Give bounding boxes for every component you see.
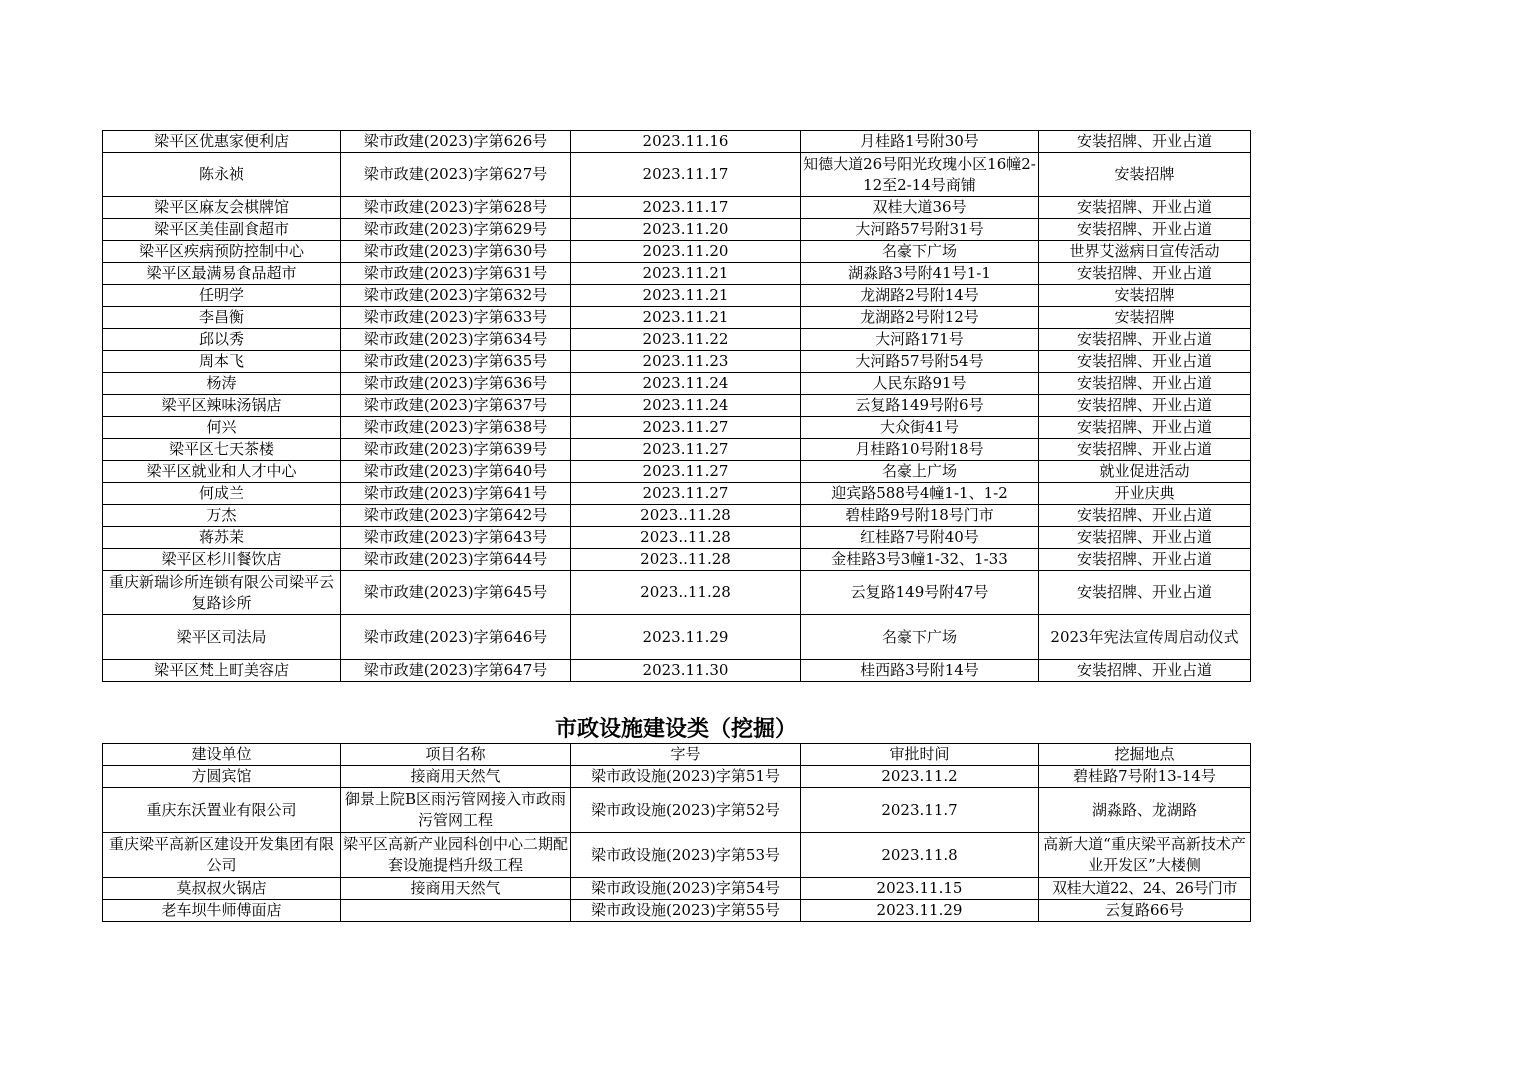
cell-date: 2023.11.22 — [571, 329, 801, 351]
header-cell-date: 审批时间 — [801, 744, 1039, 766]
cell-date: 2023.11.2 — [801, 766, 1039, 788]
cell-doc: 梁市政建(2023)字第627号 — [341, 153, 571, 197]
cell-date: 2023..11.28 — [571, 571, 801, 615]
cell-address: 名豪上广场 — [801, 461, 1039, 483]
cell-name: 邱以秀 — [103, 329, 341, 351]
cell-location: 碧桂路7号附13-14号 — [1039, 766, 1251, 788]
table-row — [103, 329, 1251, 351]
cell-date: 2023.11.27 — [571, 483, 801, 505]
cell-doc: 梁市政建(2023)字第626号 — [341, 131, 571, 153]
cell-doc: 梁市政建(2023)字第634号 — [341, 329, 571, 351]
cell-date: 2023.11.8 — [801, 833, 1039, 878]
table-row — [103, 307, 1251, 329]
cell-address: 龙湖路2号附12号 — [801, 307, 1039, 329]
cell-doc: 梁市政建(2023)字第629号 — [341, 219, 571, 241]
cell-date: 2023.11.16 — [571, 131, 801, 153]
cell-name: 万杰 — [103, 505, 341, 527]
cell-date: 2023.11.30 — [571, 660, 801, 682]
excavation-table-body — [103, 766, 1251, 922]
cell-project: 梁平区高新产业园科创中心二期配套设施提档升级工程 — [341, 833, 571, 878]
cell-date: 2023.11.24 — [571, 373, 801, 395]
cell-content: 安装招牌、开业占道 — [1039, 373, 1251, 395]
cell-address: 大河路171号 — [801, 329, 1039, 351]
cell-name: 李昌衡 — [103, 307, 341, 329]
cell-content: 安装招牌、开业占道 — [1039, 395, 1251, 417]
cell-date: 2023.11.15 — [801, 878, 1039, 900]
cell-date: 2023.11.7 — [801, 788, 1039, 833]
cell-name: 杨涛 — [103, 373, 341, 395]
cell-unit: 莫叔叔火锅店 — [103, 878, 341, 900]
cell-doc: 梁市政建(2023)字第632号 — [341, 285, 571, 307]
cell-doc: 梁市政建(2023)字第645号 — [341, 571, 571, 615]
cell-address: 龙湖路2号附14号 — [801, 285, 1039, 307]
cell-date: 2023..11.28 — [571, 527, 801, 549]
cell-name: 陈永祯 — [103, 153, 341, 197]
cell-content: 开业庆典 — [1039, 483, 1251, 505]
cell-location: 湖淼路、龙湖路 — [1039, 788, 1251, 833]
cell-doc: 梁市政建(2023)字第635号 — [341, 351, 571, 373]
cell-location: 高新大道“重庆梁平高新技术产业开发区”大楼侧 — [1039, 833, 1251, 878]
cell-name: 梁平区就业和人才中心 — [103, 461, 341, 483]
table-row — [103, 788, 1251, 833]
cell-date: 2023.11.27 — [571, 417, 801, 439]
cell-name: 周本飞 — [103, 351, 341, 373]
cell-content: 安装招牌、开业占道 — [1039, 219, 1251, 241]
header-cell-doc: 字号 — [571, 744, 801, 766]
cell-content: 安装招牌、开业占道 — [1039, 351, 1251, 373]
table-row — [103, 766, 1251, 788]
cell-address: 金桂路3号3幢1-32、1-33 — [801, 549, 1039, 571]
cell-content: 安装招牌 — [1039, 307, 1251, 329]
cell-doc: 梁市政建(2023)字第638号 — [341, 417, 571, 439]
cell-date: 2023..11.28 — [571, 549, 801, 571]
table-row — [103, 571, 1251, 615]
cell-date: 2023.11.29 — [571, 615, 801, 660]
cell-doc: 梁市政建(2023)字第640号 — [341, 461, 571, 483]
cell-name: 梁平区七天茶楼 — [103, 439, 341, 461]
table-row — [103, 285, 1251, 307]
cell-content: 安装招牌、开业占道 — [1039, 197, 1251, 219]
cell-doc: 梁市政设施(2023)字第52号 — [571, 788, 801, 833]
cell-content: 安装招牌 — [1039, 285, 1251, 307]
cell-content: 安装招牌、开业占道 — [1039, 263, 1251, 285]
permit-table-body — [103, 131, 1251, 682]
cell-doc: 梁市政建(2023)字第630号 — [341, 241, 571, 263]
section-title: 市政设施建设类（挖掘） — [554, 716, 797, 742]
cell-unit: 重庆梁平高新区建设开发集团有限公司 — [103, 833, 341, 878]
table-row — [103, 660, 1251, 682]
cell-doc: 梁市政建(2023)字第646号 — [341, 615, 571, 660]
table-row — [103, 900, 1251, 922]
table-row — [103, 878, 1251, 900]
cell-location: 云复路66号 — [1039, 900, 1251, 922]
table-row — [103, 197, 1251, 219]
table-row — [103, 439, 1251, 461]
cell-address: 知德大道26号阳光玫瑰小区16幢2-12至2-14号商铺 — [801, 153, 1039, 197]
cell-date: 2023.11.27 — [571, 439, 801, 461]
cell-doc: 梁市政设施(2023)字第53号 — [571, 833, 801, 878]
cell-address: 迎宾路588号4幢1-1、1-2 — [801, 483, 1039, 505]
cell-unit: 老车坝牛师傅面店 — [103, 900, 341, 922]
cell-project: 接商用天然气 — [341, 766, 571, 788]
cell-address: 桂西路3号附14号 — [801, 660, 1039, 682]
cell-doc: 梁市政建(2023)字第631号 — [341, 263, 571, 285]
cell-name: 梁平区疾病预防控制中心 — [103, 241, 341, 263]
cell-address: 红桂路7号附40号 — [801, 527, 1039, 549]
cell-address: 月桂路1号附30号 — [801, 131, 1039, 153]
header-cell-project: 项目名称 — [341, 744, 571, 766]
cell-unit: 方圆宾馆 — [103, 766, 341, 788]
cell-project: 御景上院B区雨污管网接入市政雨污管网工程 — [341, 788, 571, 833]
cell-project — [341, 900, 571, 922]
cell-name: 梁平区杉川餐饮店 — [103, 549, 341, 571]
cell-date: 2023.11.17 — [571, 153, 801, 197]
cell-name: 梁平区最满易食品超市 — [103, 263, 341, 285]
cell-address: 大河路57号附54号 — [801, 351, 1039, 373]
table-row — [103, 615, 1251, 660]
table-row — [103, 395, 1251, 417]
header-cell-location: 挖掘地点 — [1039, 744, 1251, 766]
cell-content: 安装招牌、开业占道 — [1039, 527, 1251, 549]
cell-location: 双桂大道22、24、26号门市 — [1039, 878, 1251, 900]
cell-content: 安装招牌、开业占道 — [1039, 549, 1251, 571]
cell-address: 月桂路10号附18号 — [801, 439, 1039, 461]
cell-name: 何兴 — [103, 417, 341, 439]
table-row — [103, 373, 1251, 395]
cell-date: 2023.11.21 — [571, 285, 801, 307]
cell-date: 2023.11.20 — [571, 219, 801, 241]
cell-doc: 梁市政建(2023)字第641号 — [341, 483, 571, 505]
cell-address: 名豪下广场 — [801, 241, 1039, 263]
permit-table — [102, 130, 1251, 682]
cell-content: 安装招牌、开业占道 — [1039, 571, 1251, 615]
cell-content: 安装招牌、开业占道 — [1039, 131, 1251, 153]
cell-content: 安装招牌、开业占道 — [1039, 439, 1251, 461]
table-row — [103, 153, 1251, 197]
cell-name: 蒋苏茉 — [103, 527, 341, 549]
cell-date: 2023.11.24 — [571, 395, 801, 417]
cell-address: 名豪下广场 — [801, 615, 1039, 660]
table-row — [103, 417, 1251, 439]
cell-doc: 梁市政建(2023)字第642号 — [341, 505, 571, 527]
cell-content: 安装招牌、开业占道 — [1039, 505, 1251, 527]
cell-doc: 梁市政建(2023)字第633号 — [341, 307, 571, 329]
cell-content: 安装招牌 — [1039, 153, 1251, 197]
excavation-table — [102, 743, 1251, 922]
cell-date: 2023.11.23 — [571, 351, 801, 373]
cell-date: 2023.11.29 — [801, 900, 1039, 922]
cell-name: 梁平区司法局 — [103, 615, 341, 660]
cell-date: 2023.11.20 — [571, 241, 801, 263]
cell-name: 梁平区优惠家便利店 — [103, 131, 341, 153]
cell-name: 任明学 — [103, 285, 341, 307]
table-row — [103, 483, 1251, 505]
cell-address: 大众街41号 — [801, 417, 1039, 439]
cell-doc: 梁市政建(2023)字第636号 — [341, 373, 571, 395]
cell-address: 湖淼路3号附41号1-1 — [801, 263, 1039, 285]
cell-content: 安装招牌、开业占道 — [1039, 329, 1251, 351]
cell-doc: 梁市政建(2023)字第637号 — [341, 395, 571, 417]
cell-date: 2023.11.27 — [571, 461, 801, 483]
cell-content: 世界艾滋病日宣传活动 — [1039, 241, 1251, 263]
cell-doc: 梁市政建(2023)字第647号 — [341, 660, 571, 682]
cell-doc: 梁市政建(2023)字第628号 — [341, 197, 571, 219]
cell-name: 梁平区辣味汤锅店 — [103, 395, 341, 417]
table-row — [103, 263, 1251, 285]
cell-date: 2023.11.21 — [571, 307, 801, 329]
cell-name: 何成兰 — [103, 483, 341, 505]
cell-doc: 梁市政建(2023)字第643号 — [341, 527, 571, 549]
table-row — [103, 505, 1251, 527]
cell-content: 2023年宪法宣传周启动仪式 — [1039, 615, 1251, 660]
cell-content: 安装招牌、开业占道 — [1039, 660, 1251, 682]
cell-doc: 梁市政设施(2023)字第54号 — [571, 878, 801, 900]
cell-doc: 梁市政设施(2023)字第51号 — [571, 766, 801, 788]
table-row — [103, 219, 1251, 241]
cell-address: 云复路149号附6号 — [801, 395, 1039, 417]
excavation-header-row — [103, 744, 1251, 766]
cell-content: 安装招牌、开业占道 — [1039, 417, 1251, 439]
cell-doc: 梁市政设施(2023)字第55号 — [571, 900, 801, 922]
cell-address: 人民东路91号 — [801, 373, 1039, 395]
table-row — [103, 527, 1251, 549]
header-cell-unit: 建设单位 — [103, 744, 341, 766]
cell-date: 2023.11.17 — [571, 197, 801, 219]
table-row — [103, 833, 1251, 878]
table-row — [103, 461, 1251, 483]
cell-name: 重庆新瑞诊所连锁有限公司梁平云复路诊所 — [103, 571, 341, 615]
cell-address: 碧桂路9号附18号门市 — [801, 505, 1039, 527]
table-row — [103, 241, 1251, 263]
cell-content: 就业促进活动 — [1039, 461, 1251, 483]
cell-name: 梁平区梵上町美容店 — [103, 660, 341, 682]
table-row — [103, 549, 1251, 571]
cell-address: 云复路149号附47号 — [801, 571, 1039, 615]
cell-project: 接商用天然气 — [341, 878, 571, 900]
cell-address: 双桂大道36号 — [801, 197, 1039, 219]
cell-unit: 重庆东沃置业有限公司 — [103, 788, 341, 833]
cell-doc: 梁市政建(2023)字第644号 — [341, 549, 571, 571]
cell-doc: 梁市政建(2023)字第639号 — [341, 439, 571, 461]
cell-date: 2023..11.28 — [571, 505, 801, 527]
table-row — [103, 131, 1251, 153]
cell-name: 梁平区麻友会棋牌馆 — [103, 197, 341, 219]
table-row — [103, 351, 1251, 373]
cell-address: 大河路57号附31号 — [801, 219, 1039, 241]
cell-date: 2023.11.21 — [571, 263, 801, 285]
cell-name: 梁平区美佳副食超市 — [103, 219, 341, 241]
